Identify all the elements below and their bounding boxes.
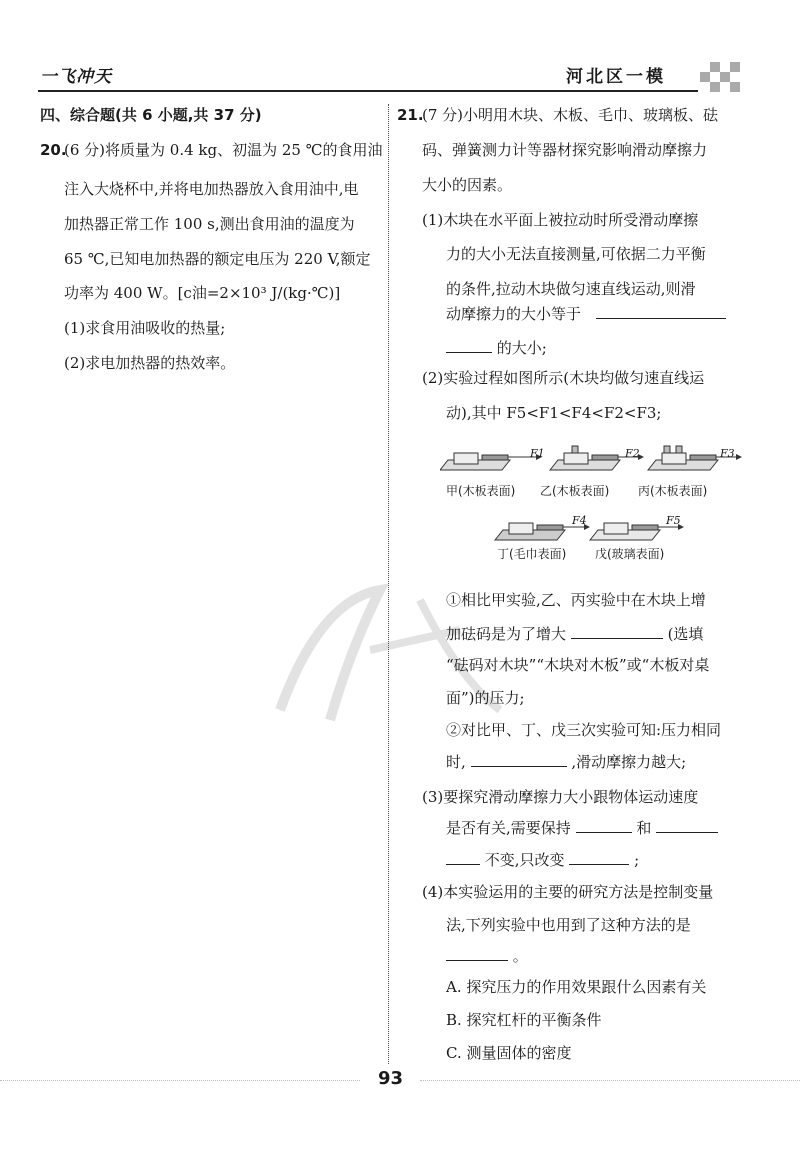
brand-logo: 一飞冲天: [40, 67, 112, 87]
answer-blank-6[interactable]: [656, 818, 718, 833]
option-a[interactable]: A. 探究压力的作用效果跟什么因素有关: [446, 978, 707, 996]
q21-p1-line-2: 力的大小无法直接测量,可依据二力平衡: [446, 245, 706, 263]
watermark-logo: [260, 560, 520, 740]
q21-p3-and: 和: [636, 819, 652, 837]
q21-p3-line-2: [446, 818, 718, 838]
q21-p2-sub-2: [446, 624, 703, 644]
q20-part-2: (2)求电加热器的热效率。: [64, 354, 236, 372]
q21-intro-1: (7 分)小明用木块、木板、毛巾、玻璃板、砝: [422, 106, 719, 124]
q21-p2-line-1: (2)实验过程如图所示(木块均做匀速直线运: [422, 369, 705, 387]
answer-blank-8[interactable]: [569, 850, 629, 865]
q21-p1-line-5: [446, 338, 547, 358]
q21-p2-line-2: 动),其中 F5<F1<F4<F2<F3;: [446, 404, 662, 422]
caption-ding: 丁(毛巾表面): [497, 547, 567, 561]
q20-line-4: 65 ℃,已知电加热器的额定电压为 220 V,额定: [64, 250, 371, 268]
q21-p1-line-4: [446, 304, 726, 324]
q21-p3-line-3: [446, 850, 639, 870]
q20-number: 20.: [40, 141, 67, 159]
force-label-f3: F3: [720, 447, 735, 460]
q20-line-5: 功率为 400 W。[c油=2×10³ J/(kg·℃)]: [64, 284, 341, 302]
q21-p1-end: 的大小;: [496, 339, 547, 357]
q21-p3-text-2: 不变,只改变: [484, 851, 565, 869]
q21-p3-text: 是否有关,需要保持: [446, 819, 571, 837]
answer-blank-5[interactable]: [576, 818, 632, 833]
q21-p3-end: ;: [634, 851, 640, 869]
answer-blank-4[interactable]: [471, 752, 567, 767]
q21-p3-line-1: (3)要探究滑动摩擦力大小跟物体运动速度: [422, 788, 699, 806]
force-label-f5: F5: [666, 514, 681, 527]
footer-rule-right: [420, 1080, 800, 1081]
q21-p1-line-1: (1)木块在水平面上被拉动时所受滑动摩擦: [422, 211, 699, 229]
answer-blank-7[interactable]: [446, 850, 480, 865]
q21-intro-3: 大小的因素。: [422, 176, 513, 194]
force-label-f1: F1: [530, 447, 545, 460]
q21-p2-sub-1: ①相比甲实验,乙、丙实验中在木块上增: [446, 591, 706, 609]
experiment-figure: [440, 442, 745, 572]
answer-blank-9[interactable]: [446, 946, 508, 961]
option-b[interactable]: B. 探究杠杆的平衡条件: [446, 1011, 602, 1029]
q21-p1-line-3: 的条件,拉动木块做匀速直线运动,则滑: [446, 280, 696, 298]
q21-p2-sub-3: “砝码对木块”“木块对木板”或“木板对桌: [446, 656, 710, 674]
answer-blank-2[interactable]: [446, 338, 492, 353]
force-label-f4: F4: [572, 514, 587, 527]
q21-p2-sub-6: [446, 752, 686, 772]
q21-number: 21.: [397, 106, 424, 124]
q21-p2-sub-2-end: (选填: [667, 625, 704, 643]
caption-yi: 乙(木板表面): [540, 484, 610, 498]
header-rule: [38, 90, 698, 92]
q21-p2-sub-2-text: 加砝码是为了增大: [446, 625, 567, 643]
caption-bing: 丙(木板表面): [638, 484, 708, 498]
q21-p4-line-2: 法,下列实验中也用到了这种方法的是: [446, 916, 691, 934]
q21-p2-sub-5: ②对比甲、丁、戊三次实验可知:压力相同: [446, 721, 722, 739]
force-label-f2: F2: [625, 447, 640, 460]
q21-intro-2: 码、弹簧测力计等器材探究影响滑动摩擦力: [422, 141, 708, 159]
answer-blank-3[interactable]: [571, 624, 663, 639]
option-c[interactable]: C. 测量固体的密度: [446, 1044, 572, 1062]
q21-p1-text: 动摩擦力的大小等于: [446, 305, 582, 323]
q21-p2-sub-6-end: ,滑动摩擦力越大;: [571, 753, 687, 771]
q21-p4-end: 。: [512, 947, 528, 965]
q20-part-1: (1)求食用油吸收的热量;: [64, 319, 226, 337]
q21-p4-line-1: (4)本实验运用的主要的研究方法是控制变量: [422, 883, 714, 901]
setup-jia: [440, 453, 542, 470]
q21-p2-sub-6-text: 时,: [446, 753, 466, 771]
footer-rule-left: [0, 1080, 360, 1081]
q20-line-3: 加热器正常工作 100 s,测出食用油的温度为: [64, 215, 355, 233]
column-divider: [388, 104, 389, 1064]
caption-jia: 甲(木板表面): [446, 484, 516, 498]
q21-p2-sub-4: 面”)的压力;: [446, 689, 525, 707]
region-title: 河北区一模: [566, 67, 666, 87]
q21-p4-line-3: [446, 946, 528, 966]
q20-line-1: (6 分)将质量为 0.4 kg、初温为 25 ℃的食用油: [64, 141, 383, 159]
caption-wu: 戊(玻璃表面): [595, 547, 665, 561]
answer-blank-1[interactable]: [596, 304, 726, 319]
q20-line-2: 注入大烧杯中,并将电加热器放入食用油中,电: [64, 180, 359, 198]
section-title: 四、综合题(共 6 小题,共 37 分): [40, 106, 262, 124]
page-number: 93: [378, 1068, 404, 1089]
checker-decoration: [700, 62, 740, 92]
